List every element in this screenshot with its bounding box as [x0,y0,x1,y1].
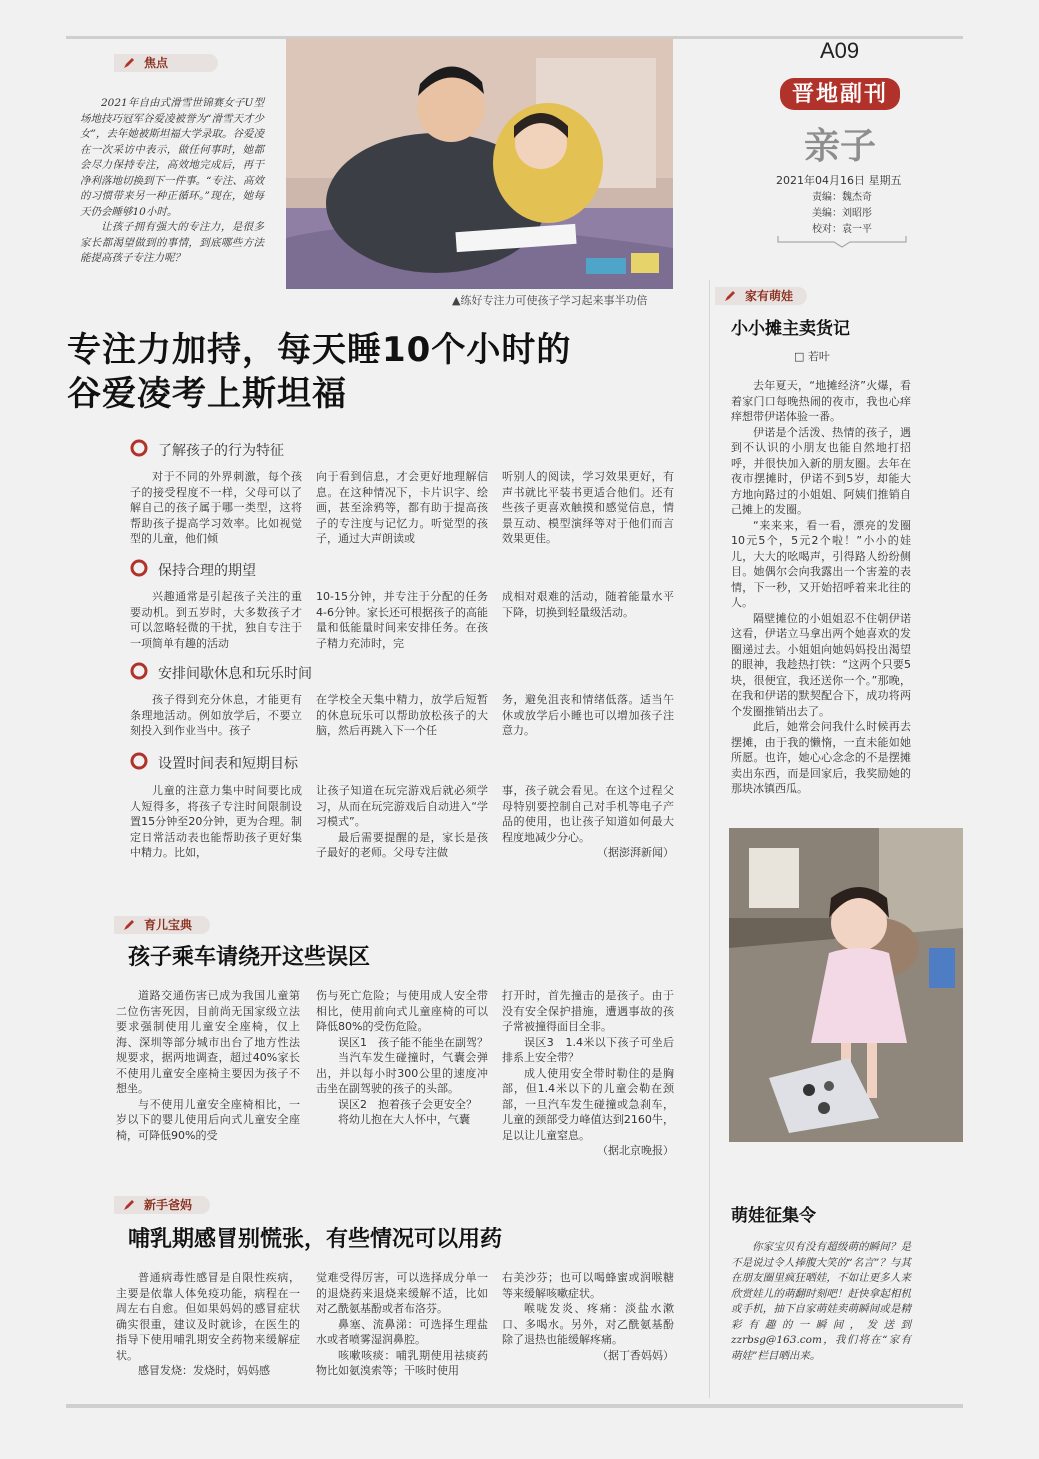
circle-bullet-icon [130,752,148,770]
s1-col2: 向于看到信息，才会更好地理解信息。在这种情况下，卡片识字、绘画，甚至涂鸦等，都有助于提高孩子的专注度与记忆力。听觉型的孩子，通过大声朗读或 [316,470,488,545]
parenting-tag: 育儿宝典 [114,916,210,934]
designer: 美编：刘昭彤 [812,208,872,219]
pen-icon [122,56,136,70]
s2-col1: 兴趣通常是引起孩子关注的重要动机。到五岁时，大多数孩子才可以忽略轻微的干扰，独自专注于一项简单有趣的活动 [130,590,302,650]
car-source: （据北京晚报） [597,1144,674,1157]
section-heading-1: 了解孩子的行为特征 [158,440,284,460]
s3-col2: 在学校全天集中精力，放学后短暂的休息玩乐可以帮助放松孩子的大脑，然后再跳入下一个任 [316,693,488,737]
masthead [776,38,908,248]
car-article-title: 孩子乘车请绕开这些误区 [128,945,371,970]
collect-title: 萌娃征集令 [731,1206,816,1226]
section-logo: 晋地副刊 [780,78,900,110]
new-parents-tag: 新手爸妈 [114,1196,210,1214]
s3-col3: 务，避免沮丧和情绪低落。适当午休或放学后小睡也可以增加孩子注意力。 [502,693,674,737]
car-col3: 打开时，首先撞击的是孩子。由于没有安全保护措施，遭遇事故的孩子常被撞得面目全非。 误区3 1.4米以下孩子可坐后排系上安全带？ 成人使用安全带时勒住的是胸部，但1.4米以下的儿童会勒在颈部，一旦汽车发生碰撞或急刹车，儿童的颈部受力峰值达到2160牛，足以让儿童窒息。 （据北京晚报） [502,989,674,1157]
editor: 责编：魏杰奇 [812,192,872,203]
parent-child-photo [286,38,673,289]
pen-icon [122,918,136,932]
photo-caption: ▲练好专注力可使孩子学习起来事半功倍 [452,294,648,307]
s4-col2: 让孩子知道在玩完游戏后就必须学习，从而在玩完游戏后自动进入“学习模式”。 最后需要提醒的是，家长是孩子最好的老师。父母专注做 [316,784,488,859]
girl-photo [729,828,963,1142]
circle-bullet-icon [130,559,148,577]
pen-icon [723,289,737,303]
mom-col1: 普通病毒性感冒是自限性疾病，主要是依靠人体免疫功能，病程在一周左右自愈。但如果妈妈的感冒症状确实很重，建议及时就诊，在医生的指导下使用哺乳期安全药物来缓解症状。 感冒发烧：发烧时，妈妈感 [116,1271,300,1377]
cute-baby-tag: 家有萌娃 [715,287,807,305]
circle-bullet-icon [130,662,148,680]
s3-col1: 孩子得到充分休息，才能更有条理地活动。例如放学后，不要立刻投入到作业当中。孩子 [130,693,302,737]
main-title-line1: 专注力加持，每天睡10个小时的 [67,330,572,370]
focus-intro: 2021年自由式滑雪世锦赛女子U型场地技巧冠军谷爱凌被誉为“滑雪天才少女”，去年她被斯坦福大学录取。谷爱凌在一次采访中表示，做任何事时，她都会尽力保持专注，高效地完成后，再干净利落地切换到下一件事。“专注、高效的习惯带来另一种正循环。”现在，她每天仍会睡够10小时。 让孩子拥有强大的专注力，是很多家长都渴望做到的事情，到底哪些方法能提高孩子专注力呢？ [80,97,264,264]
focus-tag: 焦点 [114,54,218,72]
sidebar-title: 小小摊主卖货记 [731,319,850,339]
car-col1: 道路交通伤害已成为我国儿童第二位伤害死因，目前尚无国家级立法要求强制使用儿童安全座椅，仅上海、深圳等部分城市出台了地方性法规要求，据两地调查，超过40%家长不使用儿童安全座椅主要因为孩子不想坐。 与不使用儿童安全座椅相比，一岁以下的婴儿使用后向式儿童安全座椅，可降低90%的受 [116,989,300,1142]
pen-icon [122,1198,136,1212]
sidebar-divider [709,280,710,1398]
s1-col1: 对于不同的外界刺激，每个孩子的接受程度不一样，父母可以了解自己的孩子属于哪一类型，这将帮助孩子提高学习效率。比如视觉型的儿童，他们倾 [130,470,302,545]
issue-date: 2021年04月16日 星期五 [776,174,902,187]
car-col2: 伤与死亡危险；与使用成人安全带相比，使用前向式儿童座椅的可以降低80%的受伤危险。 误区1 孩子能不能坐在副驾？ 当汽车发生碰撞时，气囊会弹出，并以每小时300公里的速度冲击坐在副驾驶的孩子的头部。 误区2 抱着孩子会更安全？ 将幼儿抱在大人怀中，气囊 [316,989,488,1126]
page-number: A09 [820,38,860,63]
sidebar-author: □ 若叶 [794,350,830,363]
mom-col3: 右美沙芬；也可以喝蜂蜜或润喉糖等来缓解咳嗽症状。 喉咙发炎、疼痛：淡盐水漱口、多喝水。另外，对乙酰氨基酚除了退热也能缓解疼痛。 （据丁香妈妈） [502,1271,674,1362]
bottom-rule [66,1404,963,1408]
mom-article-title: 哺乳期感冒别慌张，有些情况可以用药 [128,1227,503,1252]
section-heading-2: 保持合理的期望 [158,560,256,580]
sidebar-story: 去年夏天，“地摊经济”火爆，看着家门口每晚热闹的夜市，我也心痒痒想带伊诺体验一番。 伊诺是个活泼、热情的孩子，遇到不认识的小朋友也能自然地打招呼，并很快加入新的朋友圈。去年在夜市摆摊时，伊诺不到5岁，却能大方地向路过的小姐姐、阿姨们推销自己摊上的发圈。 “来来来，看一看，漂亮的发圈10元5个，5元2个啦！”小小的娃儿，大大的吆喝声，引得路人纷纷侧目。她偶尔会向我露出一个害羞的表情，下一秒，又开始招呼着来北往的人。 隔壁摊位的小姐姐忍不住朝伊诺这看，伊诺立马拿出两个她喜欢的发圈递过去。小姐姐向她妈妈投出渴望的眼神，我趁热打铁：“这两个只要5块，很便宜，我还送你一个。”那晚，在我和伊诺的默契配合下，成功将两个发圈推销出去了。 此后，她常会问我什么时候再去摆摊，由于我的懒惰，一直未能如她所愿。也许，她心心念念的不是摆摊卖出东西，而是回家后，我奖励她的那块冰镇西瓜。 [731,379,911,795]
main-title-line2: 谷爱凌考上斯坦福 [67,374,347,414]
s2-col2: 10-15分钟，并专注于分配的任务4-6分钟。家长还可根据孩子的高能量和低能量时间来安排任务。在孩子精力充沛时，完 [316,590,488,650]
section-heading-3: 安排间歇休息和玩乐时间 [158,663,312,683]
proofreader: 校对：袁一平 [812,224,872,235]
circle-bullet-icon [130,439,148,457]
s4-col3: 事，孩子就会看见。在这个过程父母特别要控制自己对手机等电子产品的使用，也让孩子知道如何最大程度地减少分心。 （据澎湃新闻） [502,784,674,859]
mom-source: （据丁香妈妈） [597,1348,674,1362]
s4-col1: 儿童的注意力集中时间要比成人短得多，将孩子专注时间限制设置15分钟至20分钟，更为合理。制定日常活动表也能帮助孩子更好集中精力。比如， [130,784,302,859]
s2-col3: 成相对艰难的活动，随着能量水平下降，切换到轻量级活动。 [502,590,674,619]
s4-source: （据澎湃新闻） [597,846,674,859]
masthead-bracket [776,234,908,248]
section-heading-4: 设置时间表和短期目标 [158,753,298,773]
mom-col2: 觉难受得厉害，可以选择成分单一的退烧药来退烧来缓解不适，比如对乙酰氨基酚或者布洛芬。 鼻塞、流鼻涕：可选择生理盐水或者喷雾湿润鼻腔。 咳嗽咳痰：哺乳期使用祛痰药物比如氨溴索等；干咳时使用 [316,1271,488,1377]
s1-col3: 听别人的阅读，学习效果更好，有声书就比平装书更适合他们。还有些孩子更喜欢触摸和感觉信息，情景互动、模型演绎等对于他们而言效果更佳。 [502,470,674,545]
section-name: 亲子 [804,125,877,167]
collect-text: 你家宝贝有没有超级萌的瞬间？是不是说过令人捧腹大笑的“名言”？与其在朋友圈里疯狂晒娃，不如让更多人来欣赏娃儿的萌翻时刻吧！赶快拿起相机或手机，抽下自家萌娃卖萌瞬间或是精彩有趣的一瞬间，发送到zzrbsg@163.com，我们将在“家有萌娃”栏目晒出来。 [731,1241,911,1362]
